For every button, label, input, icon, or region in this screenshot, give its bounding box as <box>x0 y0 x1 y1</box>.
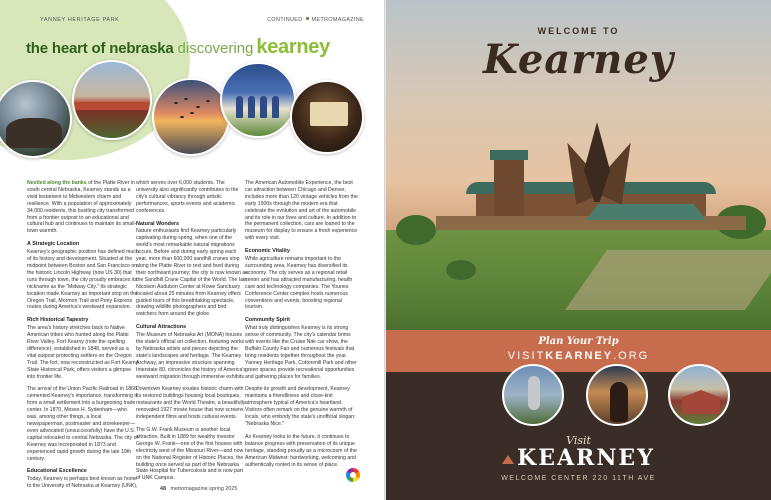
headline-part3: kearney <box>256 36 330 58</box>
headline-part2: discovering <box>177 40 254 57</box>
visit-banner <box>386 330 771 500</box>
lead-text: Nestled along the banks <box>27 180 87 186</box>
archway-building <box>466 150 716 250</box>
photo-circle-park <box>0 80 72 158</box>
subheading: Economic Vitality <box>245 248 290 255</box>
kearney-title: Kearney <box>482 36 675 83</box>
logo-kearney-word: KEARNEY <box>517 445 655 471</box>
subheading: Natural Wonders <box>136 220 180 227</box>
subheading: Rich Historical Tapestry <box>27 317 89 324</box>
subheading: Community Spirit <box>245 317 290 324</box>
page-header-right <box>267 17 364 23</box>
footer-issue: spring 2025 <box>209 486 238 492</box>
arrow-mark-icon <box>502 455 514 464</box>
plan-your-trip: Plan Your Trip <box>538 336 619 347</box>
article-headline <box>26 36 330 59</box>
headline-part1: the heart of nebraska <box>26 40 174 57</box>
subheading: Educational Excellence <box>27 468 87 475</box>
page-footer <box>160 486 237 492</box>
welcome-center-address: WELCOME CENTER 220 11TH AVE <box>501 475 656 482</box>
rainbow-circle-icon <box>346 468 360 482</box>
dot-icon <box>306 17 309 20</box>
subheading: Cultural Attractions <box>136 324 187 331</box>
welcome-to-label: WELCOME TO <box>537 26 620 36</box>
continued-label: CONTINUED <box>267 17 303 23</box>
photo-circle-house <box>668 364 730 426</box>
logo-visit-script: Visit <box>566 434 591 447</box>
page-number: 48 <box>160 486 166 492</box>
right-page-ad <box>386 0 771 500</box>
visit-url[interactable]: VISITKEARNEY.ORG <box>507 350 650 362</box>
footer-brand: metromagazine <box>170 486 208 492</box>
article-column-3: The American Automobile Experience, the best car attraction between Chicago and Denver, includes more than 120 vintage vehicles from the early 1900s through the modern era that celebrate the evolution and art of the automobile and its role in our lives and culture. In addition to the permanent collection, cars are loaned to the museum for display to ensure a fresh experience with every visit. Economic Vitality While agriculture remains important to the surrounding area, Kearney has diversified its economy. The city serves as a regional retail center and has attracted manufacturing, health care and technology companies. The Younes Conference Center complex hosts numerous conventions and events, boosting regional tourism. Community Spirit What truly distinguishes Kearney is its strong sense of community. The city's calendar brims with events like the Cruise Nite car show, the Buffalo County Fair and numerous festivals that bring residents together throughout the year. Yanney Heritage Park, Cottonmill Park and other green spaces provide recreational opportunities and gathering places for families. Despite its growth and development, Kearney maintains a friendliness and close-knit atmosphere typical of America's heartland. Visitors often remark on the genuine warmth of locals, who embody the state's unofficial slogan: "Nebraska Nice." As Kearney looks to the future, it continues to balance progress with preservation of its unique heritage, standing proudly as a microcosm of the American Midwest: hardworking, welcoming and authentically rooted in its sense of place. <box>245 180 358 468</box>
page-header-left: YANNEY HERITAGE PARK <box>40 17 120 23</box>
article-column-1: Nestled along the banks of the Platte River in south central Nebraska, Kearney stands as a vivid testament to Midwestern charm and resilience. With a population of approximately 34,000 residents, this bustling city transformed from a frontier outpost to an educational and cultural hub and continues to maintain its small-town warmth. A Strategic Location Kearney's geographic position has defined much of its history and development. Situated at the midpoint between Boston and San Francisco on the historic Lincoln Highway (now US 30) that runs through town, the city proudly embraces its nickname as the "Midway City." Its strategic location made Kearney an important stop on the Oregon Trail, Mormon Trail and Pony Express routes during America's westward expansion. Rich Historical Tapestry The area's history stretches back to Native American tribes who hunted along the Platte River Valley. Fort Kearny (note the spelling difference), established in 1848, served as a vital outpost protecting settlers on the Oregon Trail. The fort, now reconstructed as Fort Kearny State Historical Park, offers visitors a glimpse into frontier life. The arrival of the Union Pacific Railroad in 1866 cemented Kearney's importance, transforming it from a small settlement into a burgeoning trade center. In 1870, Moses H. Sydenham—who was, among other things, a local newspaperman, postmaster and storekeeper—even advocated (unsuccessfully) have the U.S. capital relocated to central Nebraska. The city of Kearney was incorporated in 1873 and experienced rapid growth during the late 19th century. Educational Excellence Today, Kearney is perhaps best known as home to the University of Nebraska at Kearney (UNK), <box>27 180 139 490</box>
brand-label: METROMAGAZINE <box>311 17 364 23</box>
article-column-2: which serves over 6,000 students. The university also significantly contributes to the city's cultural vibrancy through artistic performances, sports events and academic conferences. Natural Wonders Nature enthusiasts find Kearney particularly captivating during spring, when one of the world's most remarkable natural migrations occurs. Before and during early spring each year, more than 600,000 sandhill cranes stop along the Platte River to rest and feed during their northward journey; the city is now known as the Sandhill Crane Capital of the World. The Iain Nicolson Audubon Center at Rowe Sanctuary located about 25 minutes from Kearney offers guided tours of this breathtaking spectacle, drawing wildlife photographers and bird watchers from around the globe. Cultural Attractions The Museum of Nebraska Art (MONA) houses the state's official art collection, featuring works by Nebraska artists and pieces depicting the state's landscapes and heritage. The Kearney Archway, an impressive structure spanning Interstate 80, chronicles the history of America's westward migration through immersive exhibits. Downtown Kearney exudes historic charm with its restored buildings housing local boutiques, restaurants and the World Theatre, a beautifully renovated 1927 movie house that now screens independent films and hosts cultural events. The G.W. Frank Museum is another local attraction. Built in 1889 for wealthy investor George W. Frank—one of the first houses with electricity west of the Missouri River—and now on the National Register of Historic Places, the building once served as part of the Nebraska State Hospital for Tuberculosis and is now part of UNK Campus. <box>136 180 248 482</box>
photo-circle-interior <box>586 364 648 426</box>
visit-kearney-logo <box>386 434 771 482</box>
photo-circle-theatre <box>290 80 364 154</box>
subheading: A Strategic Location <box>27 241 80 248</box>
photo-circle-cranes <box>152 78 230 156</box>
photo-circle-football <box>220 62 296 138</box>
photo-circle-archway <box>72 60 152 140</box>
photo-circle-sculpture <box>502 364 564 426</box>
